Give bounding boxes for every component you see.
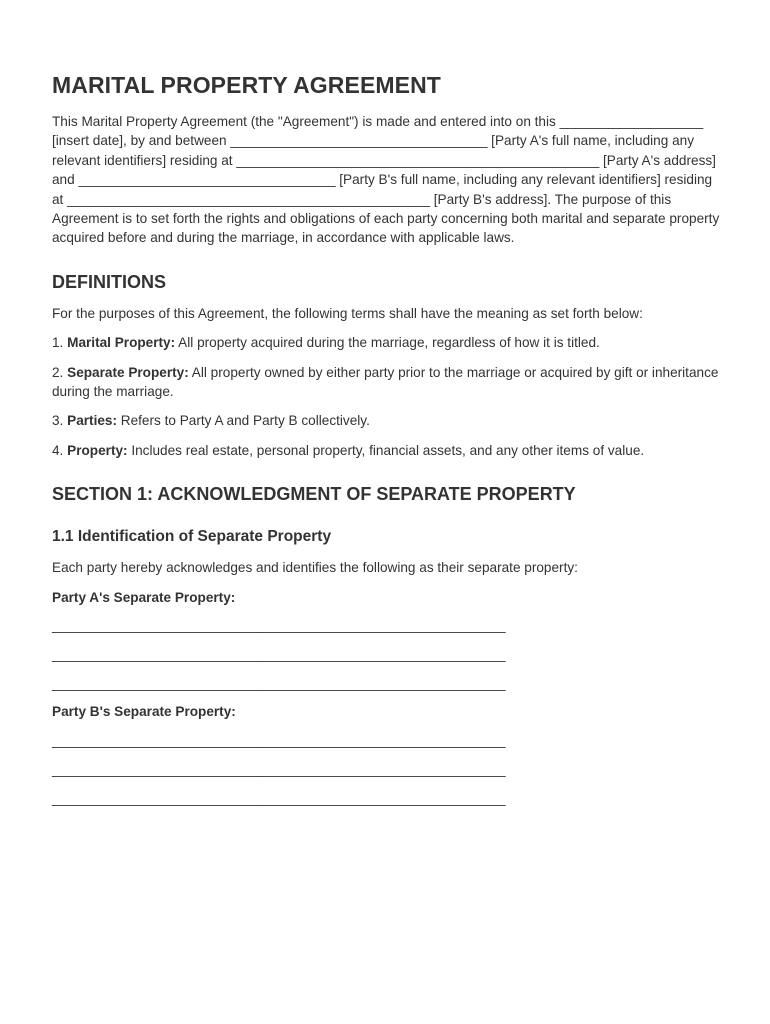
blank-line: ____________________________________________________________ xyxy=(52,618,506,634)
definitions-heading: DEFINITIONS xyxy=(52,271,167,292)
blank-line: ____________________________________________________________ xyxy=(52,647,506,663)
definition-text: Includes real estate, personal property, financial assets, and any other items of value. xyxy=(127,442,645,458)
definition-term: Separate Property: xyxy=(67,364,189,380)
document-page xyxy=(52,70,722,813)
definition-number: 1. xyxy=(52,335,68,351)
definition-item-3 xyxy=(52,411,722,430)
definition-number: 3. xyxy=(52,413,68,429)
party-a-property-lines xyxy=(52,611,722,698)
intro-paragraph: This Marital Property Agreement (the "Agreement") is made and entered into on this ___________________ [insert date], by and between __________________________________ [Party A's full name, including any relevant identifiers] residing at ________________________________________________ [Party A's address] and __________________________________ [Party B's full name, including any relevant identifiers] residing at ________________________________________________ [Party B's address]. The purpose of this Agreement is to set forth the rights and obligations of each party concerning both marital and separate property acquired before and during the marriage, in accordance with applicable laws. xyxy=(52,114,720,246)
definition-term: Parties: xyxy=(67,413,117,429)
party-b-property-label: Party B's Separate Property: xyxy=(52,704,236,720)
definition-text: Refers to Party A and Party B collectively. xyxy=(117,413,370,429)
definition-number: 4. xyxy=(52,442,68,458)
document-title: MARITAL PROPERTY AGREEMENT xyxy=(52,72,441,98)
definition-term: Property: xyxy=(67,442,128,458)
section-1-1-heading: 1.1 Identification of Separate Property xyxy=(52,528,332,546)
definition-item-1 xyxy=(52,333,722,352)
definition-item-4 xyxy=(52,441,722,460)
blank-line: ____________________________________________________________ xyxy=(52,676,506,692)
definition-term: Marital Property: xyxy=(67,335,176,351)
party-b-property-lines xyxy=(52,726,722,813)
definition-item-2 xyxy=(52,363,722,402)
definitions-lead: For the purposes of this Agreement, the following terms shall have the meaning as set forth below: xyxy=(52,305,643,321)
definition-number: 2. xyxy=(52,364,68,380)
section-1-heading: SECTION 1: ACKNOWLEDGMENT OF SEPARATE PROPERTY xyxy=(52,484,576,505)
blank-line: ____________________________________________________________ xyxy=(52,732,506,748)
definition-text: All property owned by either party prior to the marriage or acquired by gift or inheritance during the marriage. xyxy=(52,364,719,400)
blank-line: ____________________________________________________________ xyxy=(52,761,506,777)
blank-line: ____________________________________________________________ xyxy=(52,790,506,806)
party-a-property-label: Party A's Separate Property: xyxy=(52,589,236,605)
definition-text: All property acquired during the marriage, regardless of how it is titled. xyxy=(175,335,600,351)
section-1-1-paragraph: Each party hereby acknowledges and identifies the following as their separate property: xyxy=(52,560,578,576)
